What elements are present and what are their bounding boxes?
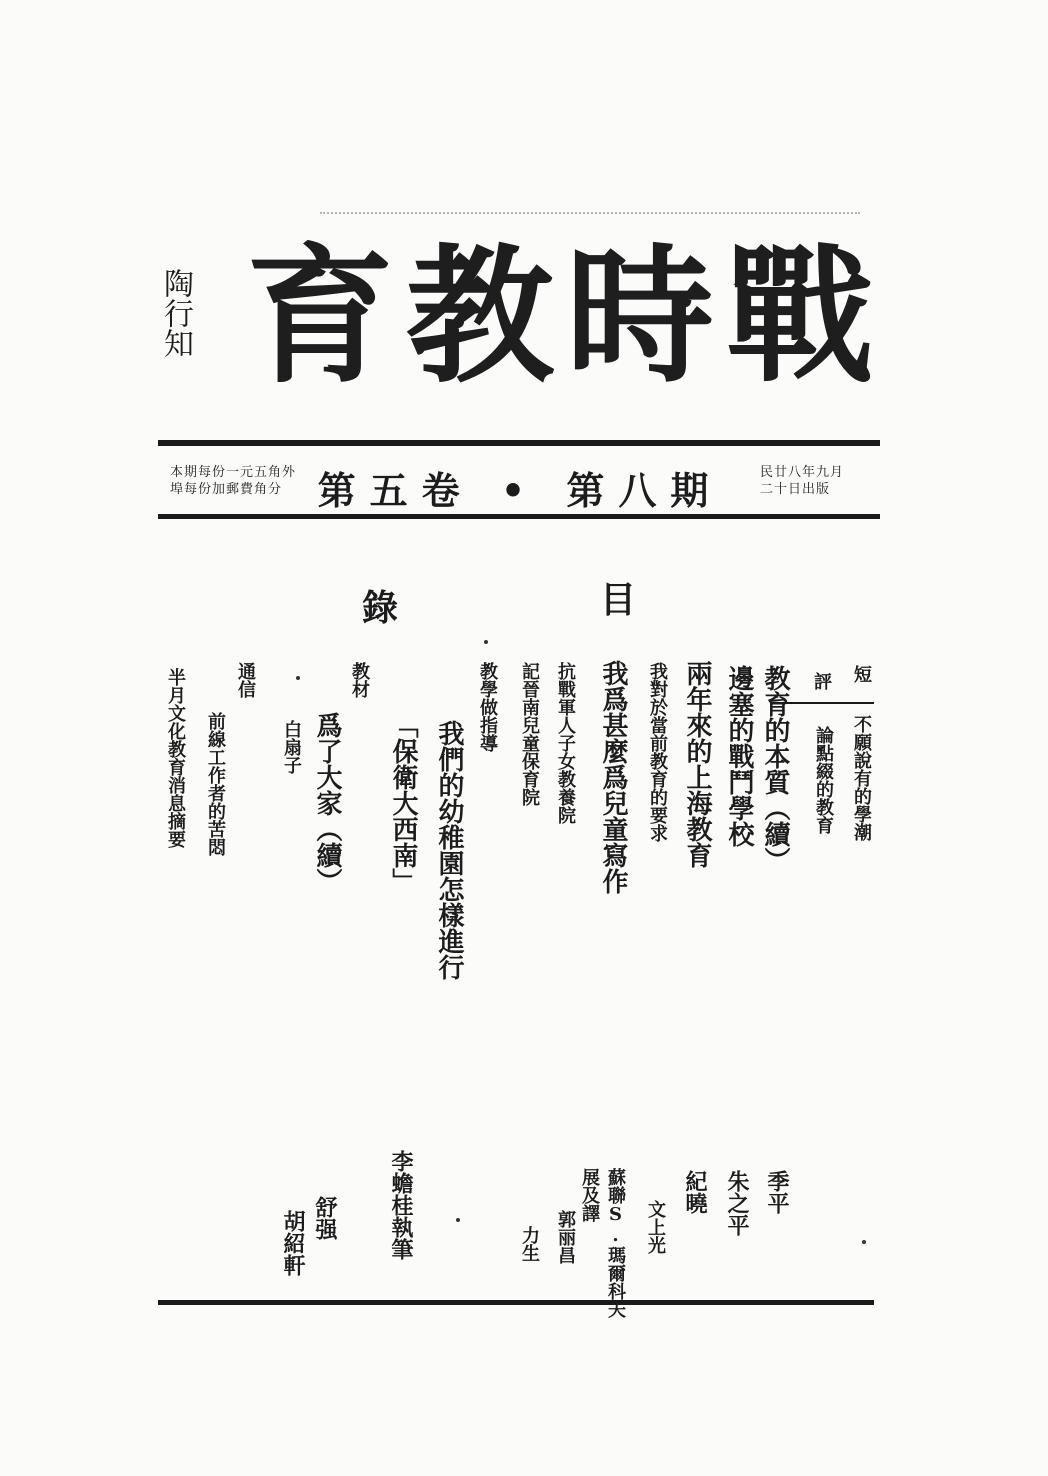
page-bottom-rule — [158, 1300, 874, 1305]
scan-speck — [296, 676, 300, 680]
scan-speck — [862, 1240, 866, 1244]
article-7-title: 抗戰軍人子女教養院 — [555, 662, 576, 824]
masthead-title — [196, 229, 896, 438]
toc-heading-lu: 錄 — [362, 587, 399, 629]
article-8-title: 記晉南兒童保育院 — [519, 662, 540, 806]
article-3-author: 紀曉 — [682, 1170, 708, 1214]
masthead-char-2: 時 — [566, 229, 714, 403]
calligrapher-signature: 陶行知 — [158, 268, 193, 358]
article-13-title: 白扇子 — [281, 720, 302, 774]
section-ping: 評 — [811, 672, 832, 690]
masthead-char-4: 育 — [246, 229, 394, 403]
article-7-author: 郭丽昌 — [555, 1210, 576, 1264]
article-4-title: 兩年來的上海教育 — [682, 660, 712, 868]
article-14-author: 胡紹軒 — [280, 1210, 306, 1276]
masthead-char-3: 教 — [406, 229, 554, 403]
article-2-title: 教育的本質（續） — [760, 665, 790, 873]
article-10-author: 李蟾桂執筆 — [388, 1150, 414, 1260]
article-6-title: 我爲甚麼爲兒童寫作 — [598, 660, 628, 894]
date-line-1: 民廿八年九月 — [760, 465, 845, 480]
article-6-author: 蘇聯S.瑪爾科夫 — [605, 1168, 626, 1318]
price-line-2: 埠每份加郵費角分 — [170, 482, 283, 497]
article-8-author: 力生 — [519, 1226, 540, 1262]
price-info — [170, 464, 296, 498]
article-1-subtitle: 論點綴的教育 — [813, 726, 834, 834]
scan-speck — [456, 1218, 460, 1222]
article-12-title: 爲了大家（續） — [312, 712, 342, 894]
article-11-title: 「保衛大西南」 — [388, 712, 418, 894]
section-tongxin: 通信 — [235, 662, 256, 698]
article-1-author: 季平 — [764, 1170, 790, 1214]
article-3-title: 邊塞的戰鬥學校 — [724, 665, 754, 847]
article-15-title: 半月文化教育消息摘要 — [165, 668, 186, 848]
masthead-rule-top — [158, 440, 880, 446]
price-line-1: 本期每份一元五角外 — [170, 465, 297, 480]
article-9-title: 教學做指導 — [477, 662, 498, 752]
scan-speck — [484, 640, 488, 644]
publication-date — [760, 464, 844, 498]
section-jiaocai: 教材 — [349, 662, 370, 698]
date-line-2: 二十日出版 — [760, 482, 831, 497]
article-5-title: 我對於當前教育的要求 — [647, 662, 668, 842]
issue-bar — [160, 450, 880, 512]
volume-issue: 第五卷 • 第八期 — [317, 468, 723, 513]
top-border-marks — [320, 212, 860, 222]
article-6-translator: 展及譯 — [579, 1168, 600, 1222]
article-10-title: 我們的幼稚園怎樣進行 — [434, 720, 464, 980]
article-14-title: 前線工作者的苦悶 — [205, 712, 226, 856]
toc-heading-mu: 目 — [600, 579, 637, 621]
article-2-author: 朱之平 — [724, 1170, 750, 1236]
article-4-author: 文上光 — [645, 1200, 666, 1254]
article-12-author: 舒强 — [312, 1196, 338, 1240]
masthead-char-1: 戰 — [726, 229, 874, 403]
section-duanping: 短 — [851, 665, 872, 683]
article-1-title: 不願說有的學潮 — [851, 715, 872, 841]
